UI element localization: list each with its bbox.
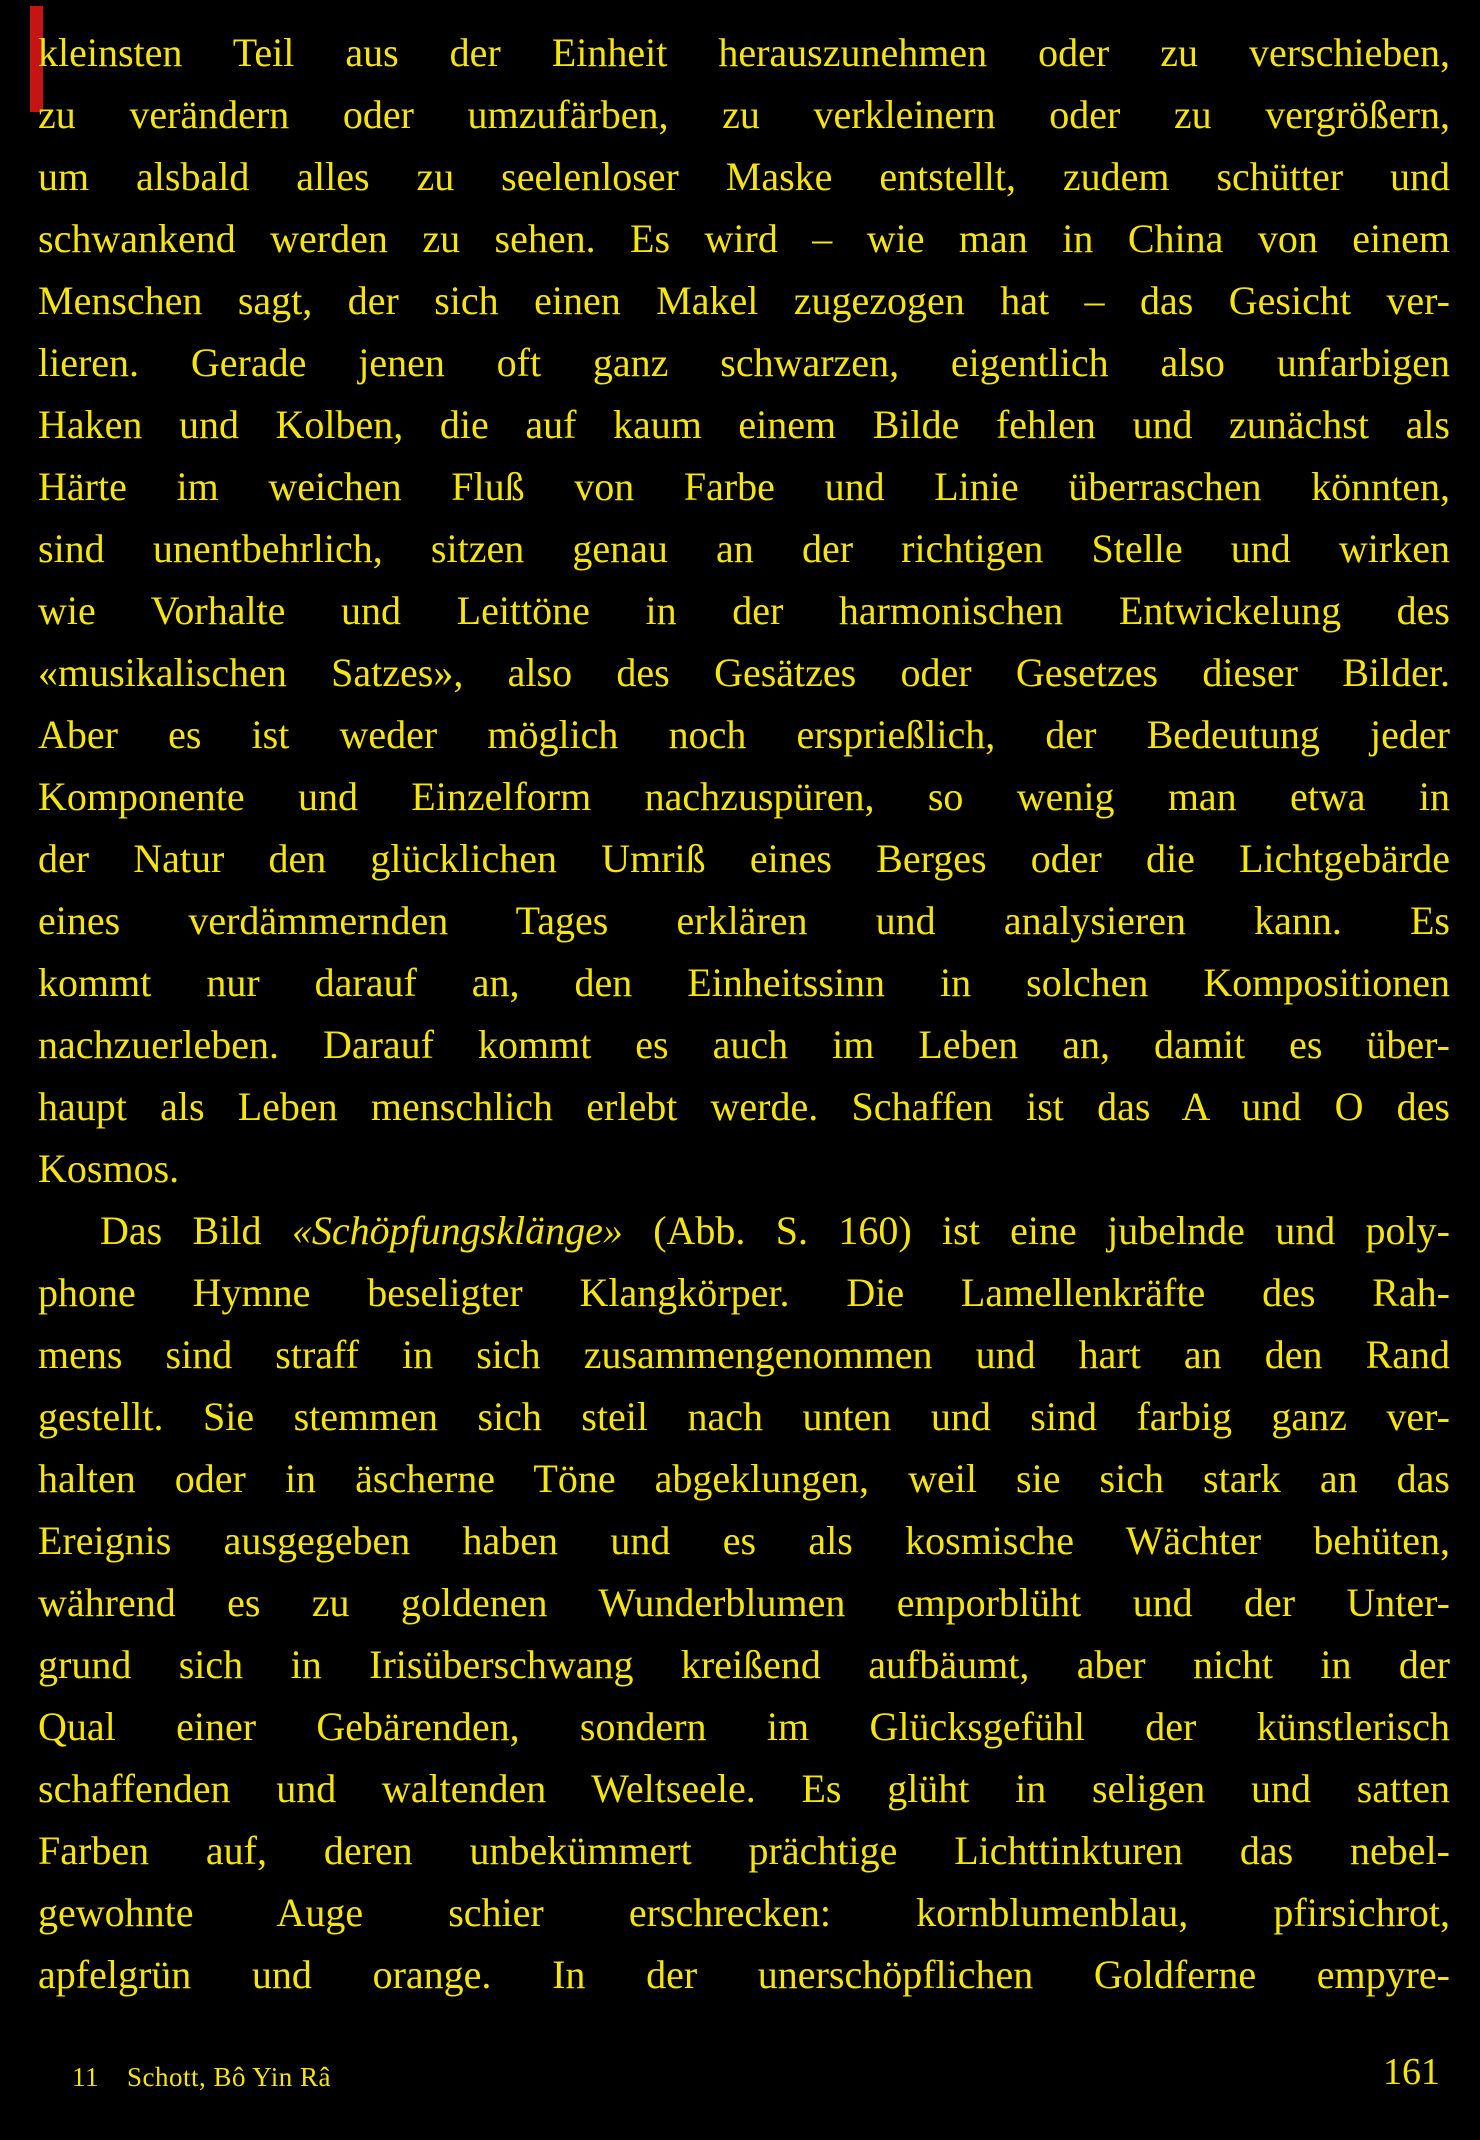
- text-line: [38, 1758, 1450, 1820]
- text-segment: um alsbald alles zu seelenloser Maske entstellt, zudem schütter und: [38, 154, 1450, 199]
- signature-text: Schott, Bô Yin Râ: [127, 2062, 332, 2092]
- text-segment: sind unentbehrlich, sitzen genau an der richtigen Stelle und wirken: [38, 526, 1450, 571]
- italic-text-segment: «Schöpfungsklänge»: [291, 1208, 623, 1253]
- text-line: [38, 84, 1450, 146]
- text-segment: phone Hymne beseligter Klangkörper. Die Lamellenkräfte des Rah-: [38, 1270, 1450, 1315]
- text-segment: während es zu goldenen Wunderblumen emporblüht und der Unter-: [38, 1580, 1450, 1625]
- text-line: [38, 1262, 1450, 1324]
- text-line: [38, 642, 1450, 704]
- text-line: [38, 1882, 1450, 1944]
- page-number: 161: [1383, 2051, 1440, 2093]
- text-segment: «musikalischen Satzes», also des Gesätzes oder Gesetzes dieser Bilder.: [38, 650, 1450, 695]
- text-segment: Härte im weichen Fluß von Farbe und Linie überraschen könnten,: [38, 464, 1450, 509]
- text-line: [38, 580, 1450, 642]
- text-line: [38, 208, 1450, 270]
- text-segment: kommt nur darauf an, den Einheitssinn in solchen Kompositionen: [38, 960, 1450, 1005]
- text-segment: Kosmos.: [38, 1146, 180, 1191]
- text-segment: gestellt. Sie stemmen sich steil nach unten und sind farbig ganz ver-: [38, 1394, 1450, 1439]
- text-segment: Komponente und Einzelform nachzuspüren, so wenig man etwa in: [38, 774, 1450, 819]
- text-segment: haupt als Leben menschlich erlebt werde. Schaffen ist das A und O des: [38, 1084, 1450, 1129]
- text-line: [38, 952, 1450, 1014]
- text-segment: wie Vorhalte und Leittöne in der harmonischen Entwickelung des: [38, 588, 1450, 633]
- text-line: [38, 22, 1450, 84]
- text-segment: Ereignis ausgegeben haben und es als kosmische Wächter behüten,: [38, 1518, 1450, 1563]
- text-line: [38, 1634, 1450, 1696]
- text-line: [38, 1448, 1450, 1510]
- text-line: [38, 1014, 1450, 1076]
- text-segment: zu verändern oder umzufärben, zu verkleinern oder zu vergrößern,: [38, 92, 1450, 137]
- text-segment: Menschen sagt, der sich einen Makel zugezogen hat – das Gesicht ver-: [38, 278, 1450, 323]
- text-segment: schwankend werden zu sehen. Es wird – wie man in China von einem: [38, 216, 1450, 261]
- text-segment: mens sind straff in sich zusammengenommen und hart an den Rand: [38, 1332, 1450, 1377]
- text-line: [38, 1386, 1450, 1448]
- text-line: [38, 1324, 1450, 1386]
- text-segment: Aber es ist weder möglich noch ersprießlich, der Bedeutung jeder: [38, 712, 1450, 757]
- text-line: [38, 1200, 1450, 1262]
- text-segment: Haken und Kolben, die auf kaum einem Bilde fehlen und zunächst als: [38, 402, 1450, 447]
- text-line: [38, 270, 1450, 332]
- signature-number: 11: [72, 2062, 99, 2092]
- text-line: [38, 1138, 1450, 1200]
- text-line: [38, 1510, 1450, 1572]
- text-segment: Qual einer Gebärenden, sondern im Glücksgefühl der künstlerisch: [38, 1704, 1450, 1749]
- text-segment: halten oder in äscherne Töne abgeklungen, weil sie sich stark an das: [38, 1456, 1450, 1501]
- text-line: [38, 394, 1450, 456]
- text-line: [38, 332, 1450, 394]
- text-line: [38, 1820, 1450, 1882]
- text-segment: grund sich in Irisüberschwang kreißend aufbäumt, aber nicht in der: [38, 1642, 1450, 1687]
- text-line: [38, 766, 1450, 828]
- text-segment: gewohnte Auge schier erschrecken: kornblumenblau, pfirsichrot,: [38, 1890, 1450, 1935]
- text-segment: (Abb. S. 160) ist eine jubelnde und poly-: [622, 1208, 1450, 1253]
- page-footer: [0, 2048, 1480, 2108]
- printer-signature: [72, 2062, 331, 2093]
- text-line: [38, 704, 1450, 766]
- text-segment: kleinsten Teil aus der Einheit herauszunehmen oder zu verschieben,: [38, 30, 1450, 75]
- text-line: [38, 1572, 1450, 1634]
- text-line: [38, 1696, 1450, 1758]
- text-block: [38, 22, 1450, 2006]
- text-segment: Farben auf, deren unbekümmert prächtige Lichttinkturen das nebel-: [38, 1828, 1450, 1873]
- text-segment: lieren. Gerade jenen oft ganz schwarzen, eigentlich also unfarbigen: [38, 340, 1450, 385]
- text-segment: schaffenden und waltenden Weltseele. Es glüht in seligen und satten: [38, 1766, 1450, 1811]
- text-line: [38, 1944, 1450, 2006]
- text-line: [38, 1076, 1450, 1138]
- text-line: [38, 146, 1450, 208]
- text-segment: der Natur den glücklichen Umriß eines Berges oder die Lichtgebärde: [38, 836, 1450, 881]
- text-segment: nachzuerleben. Darauf kommt es auch im Leben an, damit es über-: [38, 1022, 1450, 1067]
- text-segment: apfelgrün und orange. In der unerschöpflichen Goldferne empyre-: [38, 1952, 1450, 1997]
- text-line: [38, 456, 1450, 518]
- text-line: [38, 518, 1450, 580]
- text-segment: Das Bild: [100, 1208, 292, 1253]
- text-segment: eines verdämmernden Tages erklären und analysieren kann. Es: [38, 898, 1450, 943]
- text-line: [38, 890, 1450, 952]
- text-line: [38, 828, 1450, 890]
